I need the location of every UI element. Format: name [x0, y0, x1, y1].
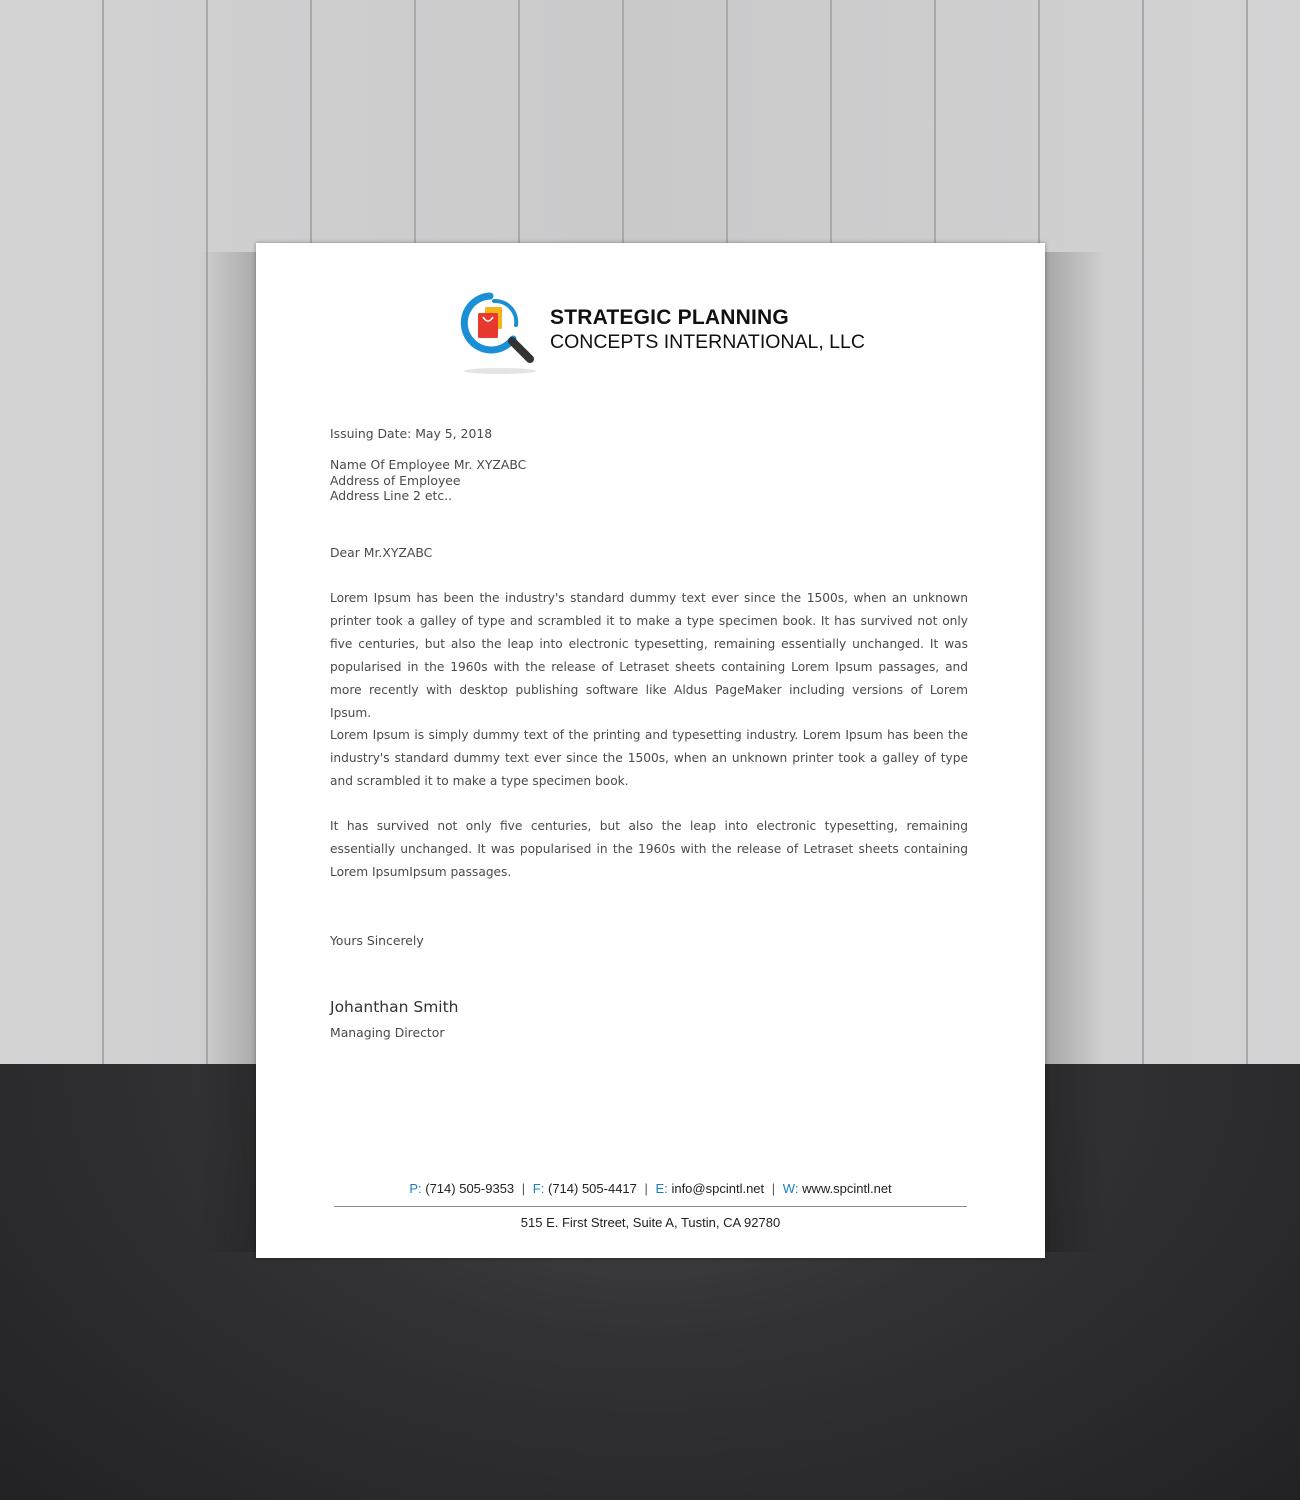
fax-number: (714) 505-4417: [547, 1181, 637, 1196]
recipient-address-block: [330, 457, 526, 504]
paper-shadow-right: [1045, 252, 1105, 1252]
company-name-line2: CONCEPTS INTERNATIONAL, LLC: [550, 331, 865, 353]
footer-separator: |: [644, 1181, 648, 1196]
letterhead-paper: [256, 243, 1045, 1258]
phone-label: P:: [409, 1181, 422, 1196]
footer-separator: |: [771, 1181, 776, 1196]
signer-title: Managing Director: [330, 1025, 445, 1040]
body-paragraph-2: Lorem Ipsum is simply dummy text of the printing and typesetting industry. Lorem Ipsum has been the industry's standard dummy text ever since the 1500s, when an unknown printer took a galley of type and scrambled it to make a type specimen book.: [330, 728, 968, 788]
email-label: E:: [655, 1181, 668, 1196]
signer-name: Johanthan Smith: [330, 998, 459, 1016]
recipient-name: Name Of Employee Mr. XYZABC: [330, 457, 527, 472]
company-name-line1: STRATEGIC PLANNING: [550, 306, 789, 329]
magnifier-shopping-bag-logo-icon: [454, 287, 544, 377]
issuing-date: Issuing Date: May 5, 2018: [330, 426, 493, 441]
fax-label: F:: [532, 1181, 545, 1196]
recipient-address-line1: Address of Employee: [330, 472, 461, 488]
body-paragraph-3: It has survived not only five centuries, but also the leap into electronic typesetting, remaining essentially unchanged. It was popularised in the 1960s with the release of Letraset sheets containing Lorem IpsumIpsum passages.: [330, 819, 968, 879]
website: www.spcintl.net: [802, 1181, 892, 1196]
footer-contacts: [334, 1181, 967, 1196]
recipient-address-line2: Address Line 2 etc..: [330, 488, 453, 503]
closing: Yours Sincerely: [330, 933, 424, 948]
phone-number: (714) 505-9353: [425, 1181, 515, 1196]
footer-address: 515 E. First Street, Suite A, Tustin, CA 92780: [520, 1215, 781, 1230]
web-label: W:: [782, 1181, 799, 1196]
body-paragraph-1: Lorem Ipsum has been the industry's standard dummy text ever since the 1500s, when an unknown printer took a galley of type and scrambled it to make a type specimen book. It has survived not only five centuries, but also the leap into electronic typesetting, remaining essentially unchanged. It was popularised in the 1960s with the release of Letraset sheets containing Lorem Ipsum passages, and more recently with desktop publishing software like Aldus PageMaker including versions of Lorem Ipsum.: [330, 591, 968, 720]
email-address: info@spcintl.net: [671, 1181, 765, 1196]
footer-separator: |: [521, 1181, 526, 1196]
company-name: [550, 305, 865, 354]
paper-shadow-left: [198, 252, 258, 1252]
greeting: Dear Mr.XYZABC: [330, 545, 433, 560]
footer-divider: [334, 1206, 967, 1207]
